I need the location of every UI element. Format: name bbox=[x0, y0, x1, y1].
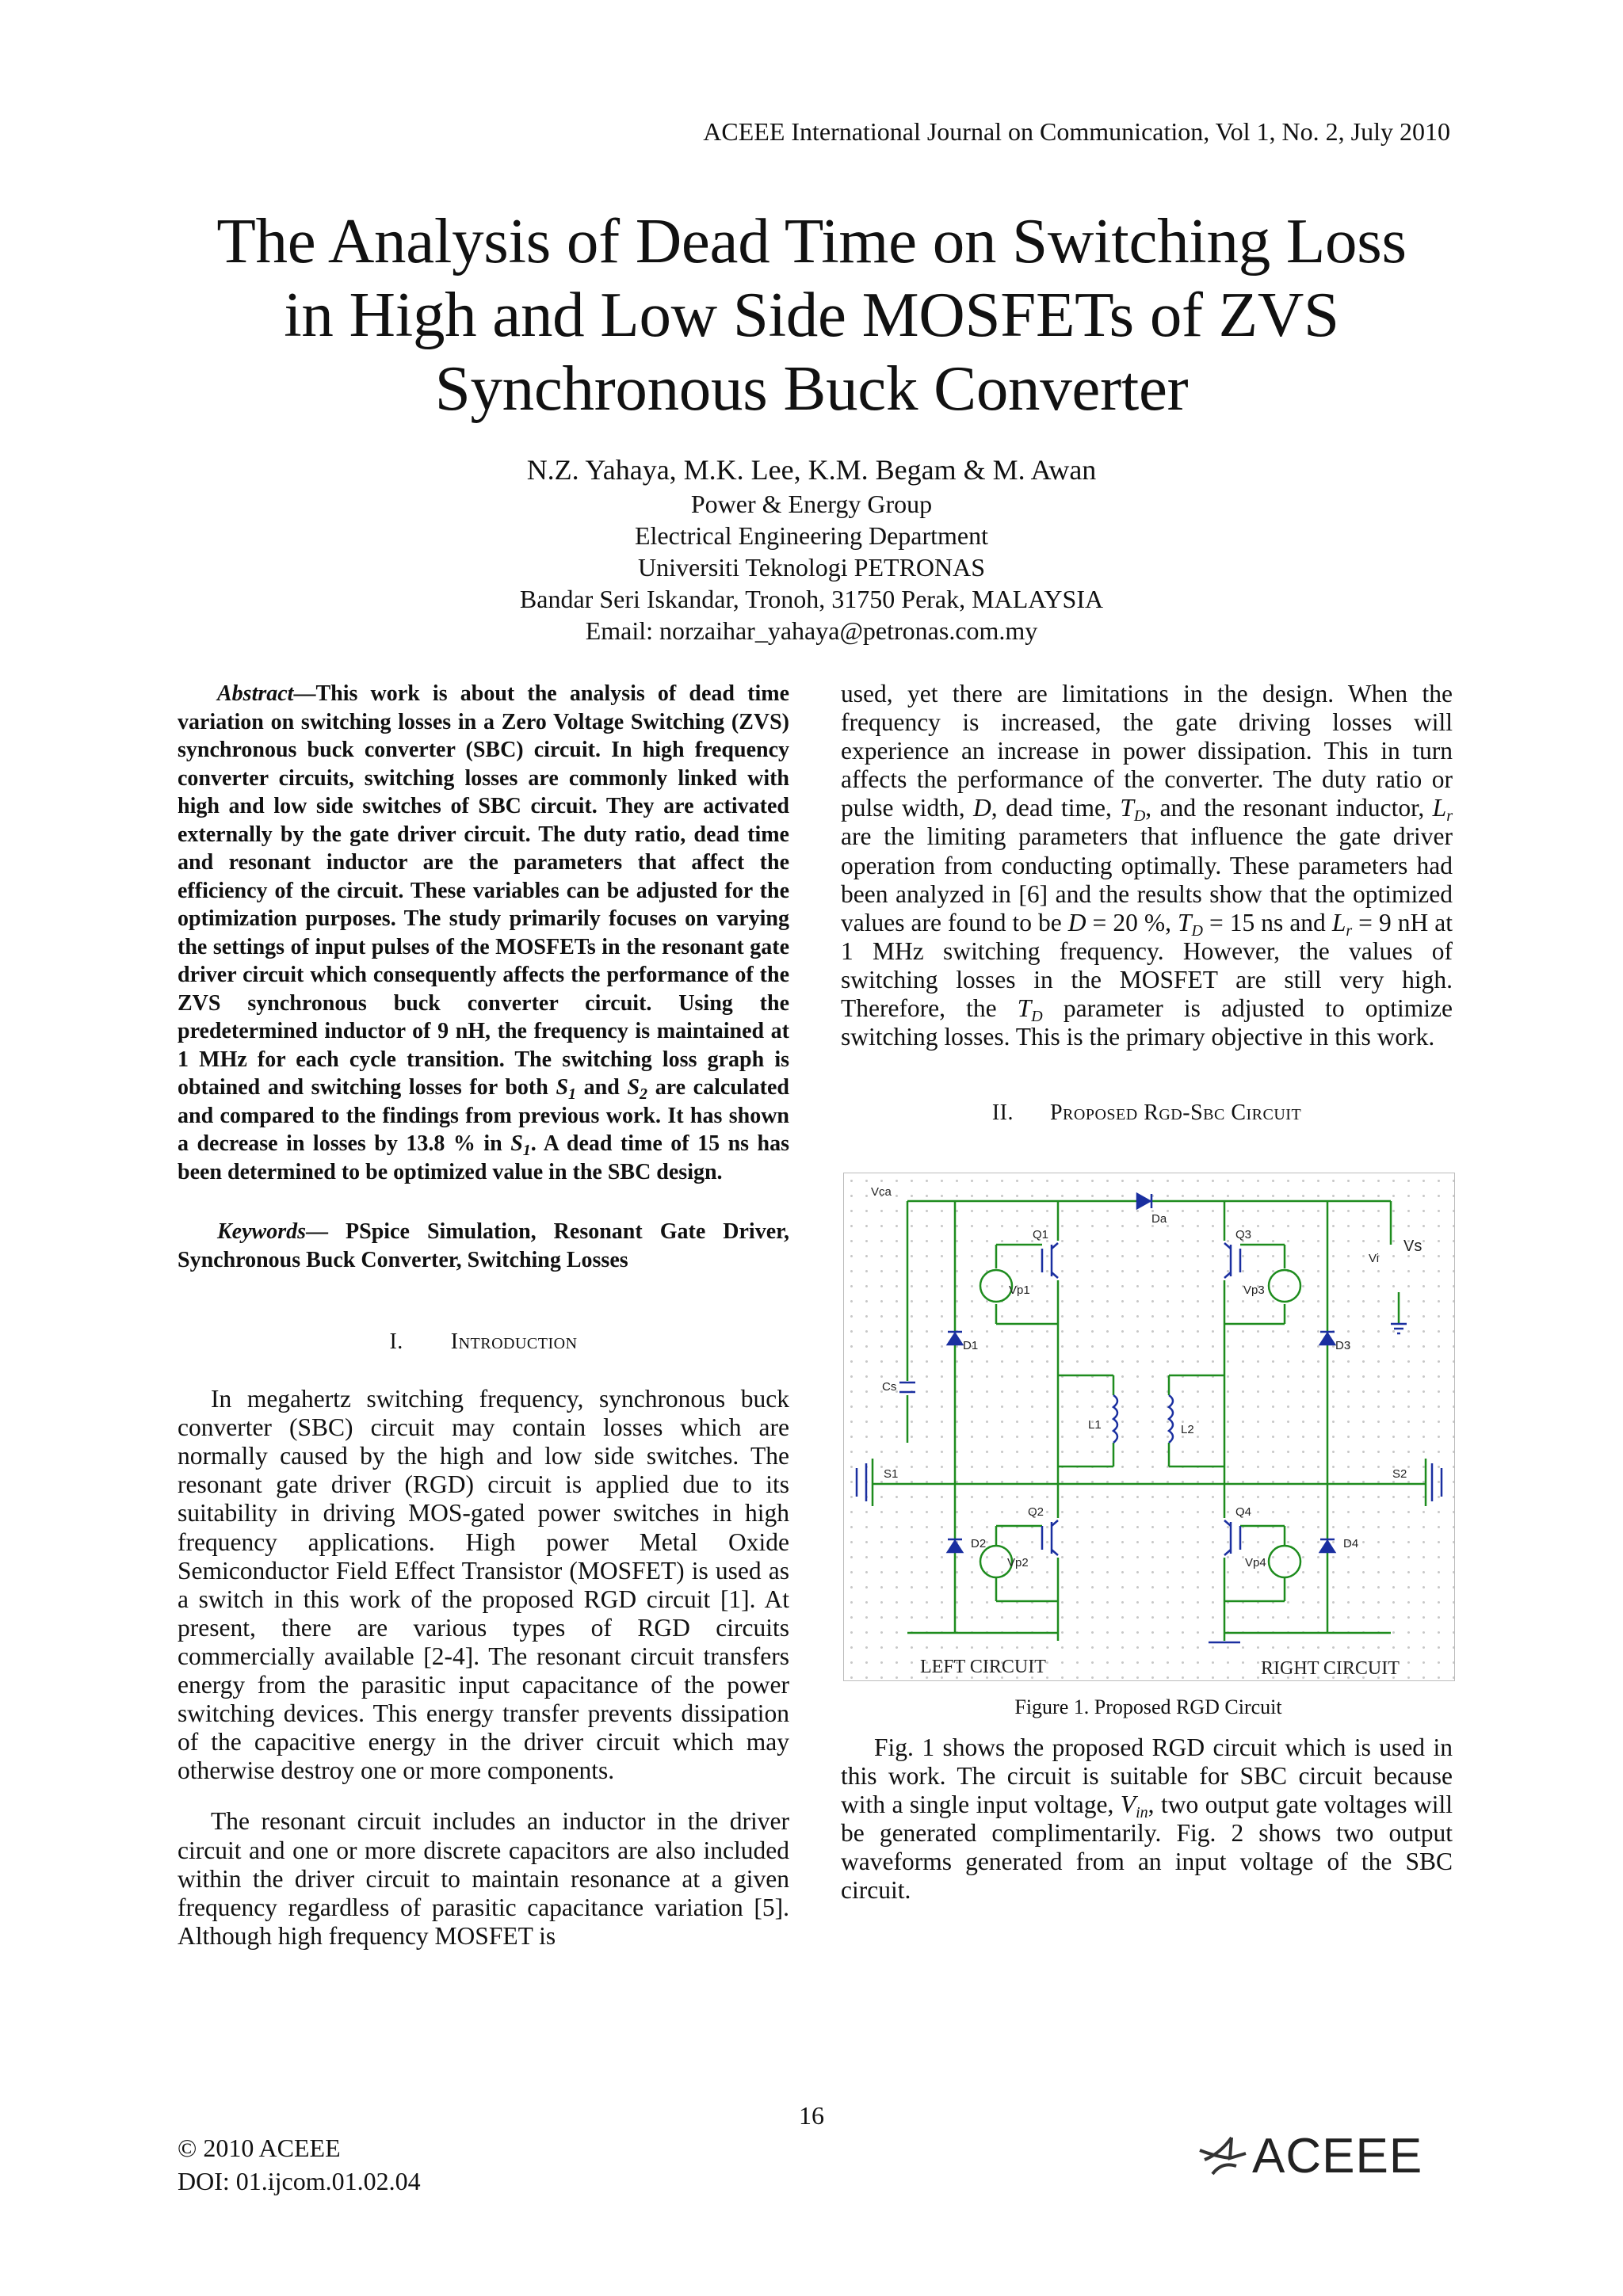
symbol-td: T bbox=[1120, 794, 1134, 822]
right-paragraph-2 bbox=[841, 1733, 1453, 1905]
symbol-s1b: S bbox=[510, 1131, 523, 1156]
affiliation-email: Email: norzaihar_yahaya@petronas.com.my bbox=[585, 616, 1038, 645]
title-line-2: in High and Low Side MOSFETs of ZVS bbox=[284, 279, 1339, 350]
intro-paragraph-1: In megahertz switching frequency, synchronous buck converter (SBC) circuit may contain losses which are normally caused by the high and low side switches. The resonant gate driver (RGD) circuit is applied due to its suitability in driving MOS-gated power switches in high frequency applications. High power Metal Oxide Semiconductor Field Effect Transistor (MOSFET) is used as a switch in this work of the proposed RGD circuit [1]. At present, there are various types of RGD circuits commercially available [2-4]. The resonant circuit transfers energy from the parasitic input capacitance of the power switching devices. This energy transfer prevents dissipation of the capacitive energy in the driver circuit which may otherwise destroy one or more components. bbox=[178, 1385, 789, 1785]
diode-da-icon bbox=[1137, 1194, 1150, 1208]
footer-doi: DOI: 01.ijcom.01.02.04 bbox=[178, 2167, 421, 2195]
keywords-text: — PSpice Simulation, Resonant Gate Driver, Synchronous Buck Converter, Switching Losses bbox=[178, 1219, 789, 1272]
rc-text-d: are the limiting parameters that influence the gate driver operation from conducting optimally. These parameters had been analyzed in [6] and the results show that the optimized values are found to be bbox=[841, 822, 1453, 936]
inductor-l1-icon bbox=[1113, 1395, 1117, 1443]
page-number: 16 bbox=[799, 2101, 824, 2130]
symbol-d: D bbox=[973, 794, 991, 822]
symbol-lr2-sub: r bbox=[1346, 921, 1353, 940]
symbol-td-sub: D bbox=[1133, 807, 1146, 826]
circuit-labels bbox=[871, 1185, 1422, 1679]
author-block bbox=[336, 452, 1287, 646]
logo-text: ACEEE bbox=[1252, 2129, 1423, 2183]
section2-title: Proposed Rgd-Sbc Circuit bbox=[1049, 1100, 1302, 1126]
symbol-s1: S bbox=[556, 1075, 569, 1100]
rc-text-c: , and the resonant inductor, bbox=[1145, 794, 1433, 822]
rc-text-h: parameter is adjusted to optimize switching losses. This is the primary objective in this work. bbox=[841, 994, 1453, 1051]
title-line-3: Synchronous Buck Converter bbox=[434, 353, 1189, 424]
rc2-text-b: , two output gate voltages will be generated complimentarily. Fig. 2 shows two output waveforms generated from an input voltage of the SBC circuit. bbox=[841, 1791, 1453, 1905]
source-vp1-icon bbox=[980, 1270, 1012, 1302]
section-title: Introduction bbox=[450, 1329, 578, 1354]
aceee-logo bbox=[1197, 2122, 1458, 2185]
symbol-s2: S bbox=[627, 1075, 640, 1100]
label-q2: Q2 bbox=[1028, 1505, 1044, 1519]
right-column-lower bbox=[841, 1733, 1453, 1905]
label-d1: D1 bbox=[963, 1339, 979, 1352]
rc2-text-a: Fig. 1 shows the proposed RGD circuit which is used in this work. The circuit is suitable for SBC circuit because with a single input voltage, bbox=[841, 1733, 1453, 1819]
label-right-circuit: RIGHT CIRCUIT bbox=[1261, 1658, 1400, 1679]
label-vca: Vca bbox=[871, 1185, 892, 1199]
symbol-vin-sub: in bbox=[1136, 1804, 1148, 1822]
affiliation-address: Bandar Seri Iskandar, Tronoh, 31750 Perak, MALAYSIA bbox=[519, 585, 1104, 613]
source-vp4-icon bbox=[1269, 1546, 1300, 1577]
section-heading-proposed bbox=[841, 1099, 1453, 1127]
circuit-components bbox=[857, 1194, 1442, 1642]
symbol-s1b-sub: 1 bbox=[522, 1142, 531, 1159]
label-l1: L1 bbox=[1088, 1418, 1102, 1432]
rc-text-e: = 20 %, bbox=[1086, 908, 1178, 936]
abstract-text-3: . A dead time of 15 ns has been determined to be optimized value in the SBC design. bbox=[178, 1131, 789, 1184]
authors: N.Z. Yahaya, M.K. Lee, K.M. Begam & M. Awan bbox=[526, 454, 1097, 486]
affiliation-department: Electrical Engineering Department bbox=[634, 521, 988, 550]
label-vs: Vs bbox=[1403, 1238, 1423, 1255]
rc-text-f: = 15 ns and bbox=[1202, 908, 1332, 936]
diode-d1-icon bbox=[948, 1333, 962, 1344]
source-vp3-icon bbox=[1269, 1270, 1300, 1302]
keywords bbox=[178, 1218, 789, 1274]
diode-d4-icon bbox=[1320, 1541, 1335, 1552]
symbol-lr: L bbox=[1432, 794, 1447, 822]
label-vp2: Vp2 bbox=[1007, 1556, 1029, 1569]
label-l2: L2 bbox=[1181, 1423, 1194, 1436]
footer-copyright: © 2010 ACEEE bbox=[178, 2134, 341, 2162]
intro-paragraph-2: The resonant circuit includes an inductor in the driver circuit and one or more discrete capacitors are also included within the driver circuit to maintain resonance at a given frequency regardless of parasitic capacitance variation [5]. Although high frequency MOSFET is bbox=[178, 1807, 789, 1950]
abstract-label: Abstract bbox=[217, 681, 294, 706]
symbol-d2: D bbox=[1067, 908, 1086, 936]
diode-d3-icon bbox=[1320, 1333, 1335, 1344]
symbol-s1-sub: 1 bbox=[568, 1085, 577, 1103]
affiliation-university: Universiti Teknologi PETRONAS bbox=[637, 553, 986, 582]
paper-title bbox=[178, 204, 1445, 425]
footer-info bbox=[178, 2131, 421, 2198]
label-left-circuit: LEFT CIRCUIT bbox=[920, 1657, 1046, 1677]
label-da: Da bbox=[1151, 1212, 1167, 1226]
left-column bbox=[178, 680, 789, 1951]
journal-header: ACEEE International Journal on Communication, Vol 1, No. 2, July 2010 bbox=[703, 117, 1450, 146]
label-d4: D4 bbox=[1343, 1537, 1359, 1550]
rc-text-a: used, yet there are limitations in the design. When the frequency is increased, the gate driving losses will experience an increase in power dissipation. This in turn affects the performance of the converter. The duty ratio or pulse width, bbox=[841, 680, 1453, 822]
section-number: I. bbox=[389, 1329, 403, 1354]
section2-number: II. bbox=[991, 1100, 1014, 1126]
star-swirl-icon bbox=[1200, 2138, 1246, 2174]
label-cs: Cs bbox=[882, 1380, 897, 1394]
label-vp4: Vp4 bbox=[1245, 1556, 1266, 1569]
circuit-figure bbox=[843, 1173, 1455, 1681]
figure-caption: Figure 1. Proposed RGD Circuit bbox=[1014, 1695, 1282, 1718]
symbol-lr-sub: r bbox=[1446, 807, 1453, 826]
label-vi: Vi bbox=[1369, 1252, 1380, 1265]
label-vp3: Vp3 bbox=[1243, 1283, 1265, 1297]
label-q1: Q1 bbox=[1033, 1228, 1049, 1241]
affiliation-group: Power & Energy Group bbox=[690, 490, 933, 518]
keywords-label: Keywords bbox=[217, 1219, 306, 1244]
right-column bbox=[841, 680, 1453, 1156]
diode-d2-icon bbox=[948, 1541, 962, 1552]
abstract-text-2: are calculated and compared to the findings from previous work. It has shown a decrease in losses by 13.8 % in bbox=[178, 1075, 789, 1156]
label-d2: D2 bbox=[971, 1537, 987, 1550]
symbol-s2-sub: 2 bbox=[640, 1085, 648, 1103]
label-q3: Q3 bbox=[1235, 1228, 1252, 1241]
label-q4: Q4 bbox=[1235, 1505, 1252, 1519]
symbol-td3: T bbox=[1017, 994, 1032, 1023]
symbol-td3-sub: D bbox=[1031, 1008, 1043, 1026]
symbol-td2-sub: D bbox=[1191, 921, 1203, 940]
right-paragraph-1 bbox=[841, 680, 1453, 1051]
abstract bbox=[178, 680, 789, 1186]
symbol-vin: V bbox=[1120, 1791, 1136, 1819]
label-s2: S2 bbox=[1392, 1467, 1407, 1481]
abstract-text-1: —This work is about the analysis of dead time variation on switching losses in a Zero Voltage Switching (ZVS) synchronous buck converter (SBC) circuit. In high frequency converter circuits, switching losses are commonly linked with high and low side switches of SBC circuit. They are activated externally by the gate driver circuit. The duty ratio, dead time and resonant inductor are the parameters that affect the efficiency of the circuit. These variables can be adjusted for the optimization purposes. The study primarily focuses on varying the settings of input pulses of the MOSFETs in the resonant gate driver circuit which consequently affects the performance of the ZVS synchronous buck converter circuit. Using the predetermined inductor of 9 nH, the frequency is maintained at 1 MHz for each cycle transition. The switching loss graph is obtained and switching losses for both bbox=[178, 681, 789, 1100]
symbol-lr2: L bbox=[1331, 908, 1346, 936]
label-d3: D3 bbox=[1335, 1339, 1351, 1352]
rc-text-b: , dead time, bbox=[991, 794, 1121, 822]
symbol-td2: T bbox=[1177, 908, 1192, 936]
label-s1: S1 bbox=[884, 1467, 899, 1481]
circuit-wires bbox=[873, 1201, 1426, 1641]
rgd-circuit-schematic bbox=[844, 1173, 1454, 1680]
title-line-1: The Analysis of Dead Time on Switching Loss bbox=[216, 205, 1407, 277]
abstract-and: and bbox=[576, 1075, 628, 1100]
section-heading-introduction bbox=[178, 1328, 789, 1356]
rc-text-g: = 9 nH at 1 MHz switching frequency. However, the values of switching losses in the MOSFET are still very high. Therefore, the bbox=[841, 908, 1453, 1023]
inductor-l2-icon bbox=[1169, 1395, 1173, 1443]
label-vp1: Vp1 bbox=[1009, 1283, 1030, 1297]
